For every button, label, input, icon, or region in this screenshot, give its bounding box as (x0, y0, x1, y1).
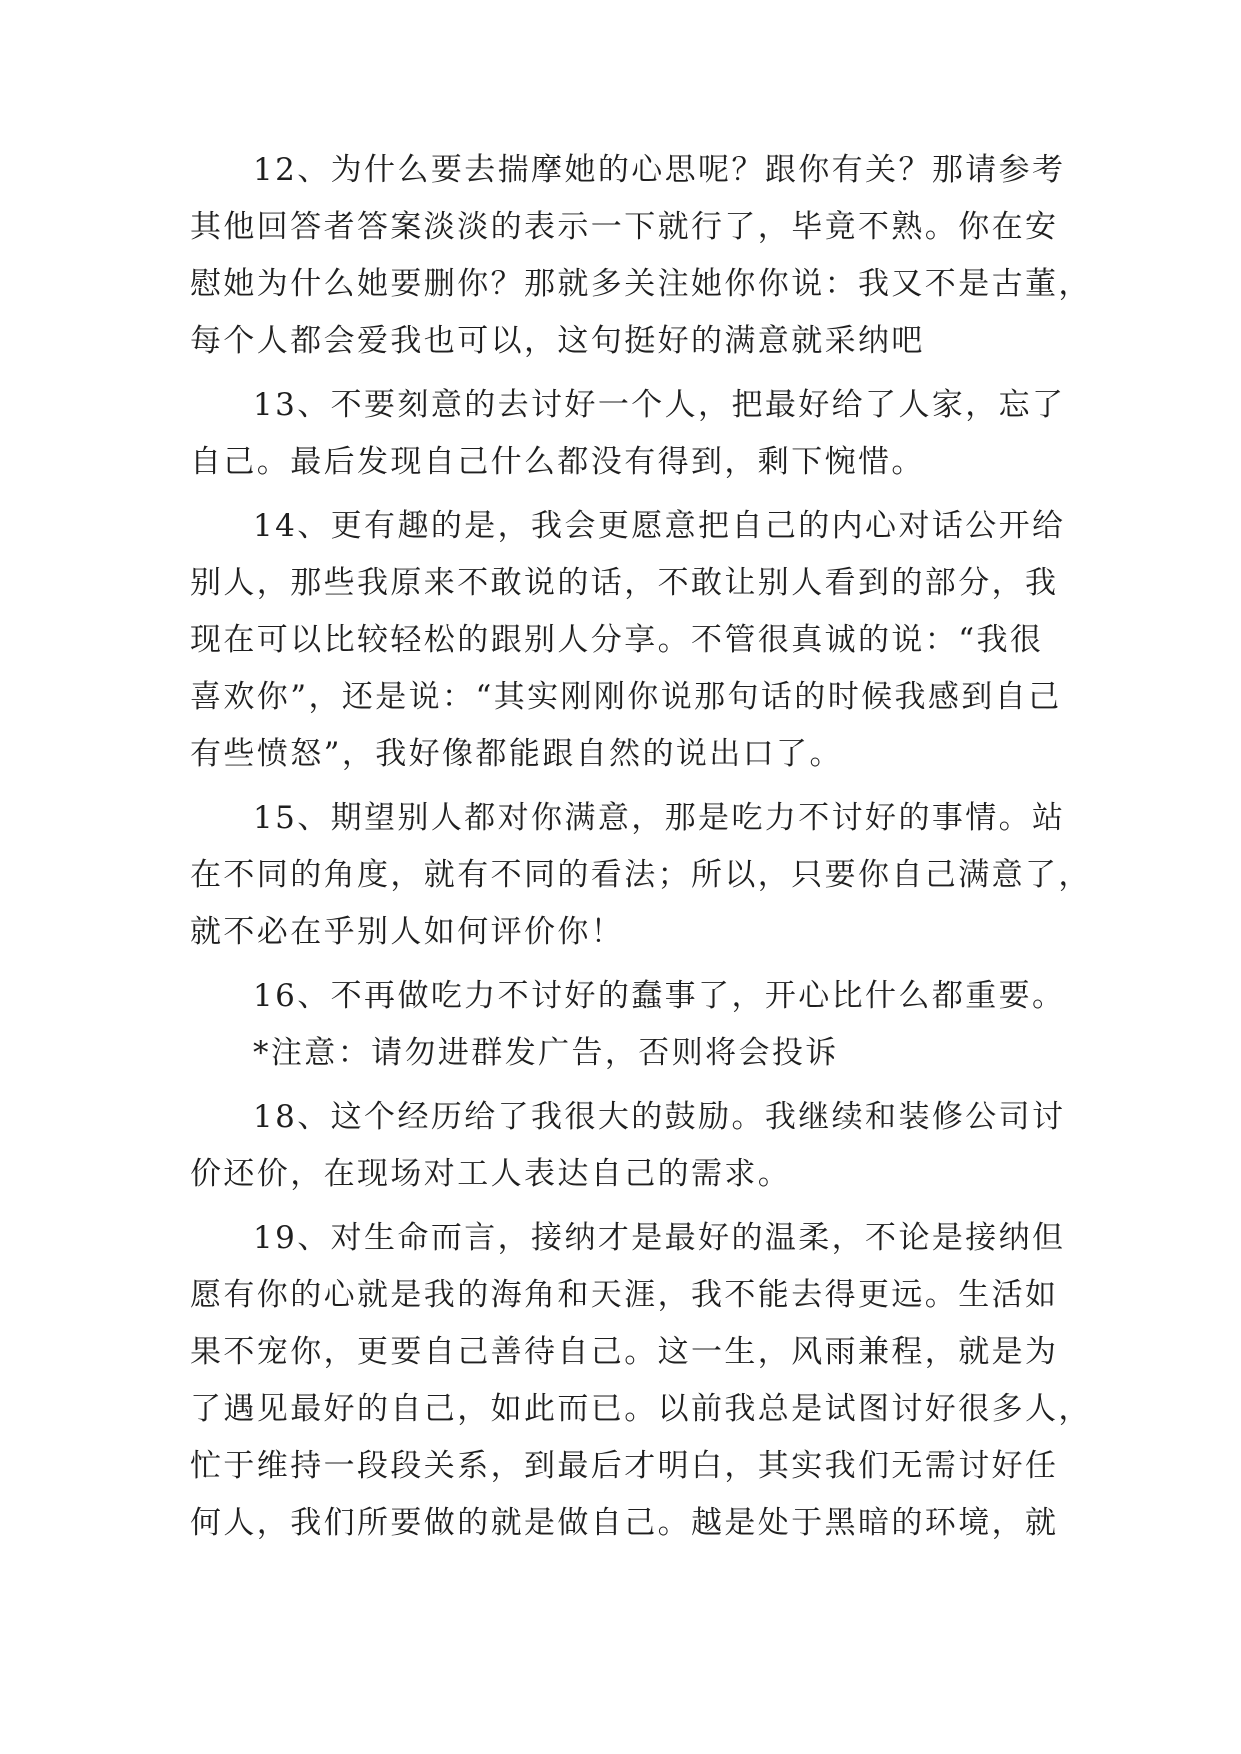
paragraph-19-line-4: 了遇见最好的自己，如此而已。以前我总是试图讨好很多人， (190, 1391, 1092, 1427)
paragraph-13-line-2: 自己。最后发现自己什么都没有得到，剩下惋惜。 (190, 444, 925, 480)
paragraph-14-line-4: 喜欢你”，还是说：“其实刚刚你说那句话的时候我感到自己 (190, 679, 1062, 715)
paragraph-15-line-2: 在不同的角度，就有不同的看法；所以，只要你自己满意了， (190, 857, 1092, 893)
paragraph-15-line-3: 就不必在乎别人如何评价你！ (190, 914, 625, 950)
paragraph-14-line-2: 别人，那些我原来不敢说的话，不敢让别人看到的部分，我 (190, 565, 1059, 601)
paragraph-14-line-3: 现在可以比较轻松的跟别人分享。不管很真诚的说：“我很 (190, 622, 1044, 658)
paragraph-12-line-4: 每个人都会爱我也可以，这句挺好的满意就采纳吧 (190, 323, 925, 359)
paragraph-12-line-1: 12、为什么要去揣摩她的心思呢？跟你有关？那请参考 (253, 152, 1066, 188)
paragraph-14-line-1: 14、更有趣的是，我会更愿意把自己的内心对话公开给 (253, 508, 1066, 544)
paragraph-16-line-1: 16、不再做吃力不讨好的蠢事了，开心比什么都重要。 (253, 978, 1066, 1014)
paragraph-19-line-3: 果不宠你，更要自己善待自己。这一生，风雨兼程，就是为 (190, 1334, 1059, 1370)
paragraph-18-line-2: 价还价，在现场对工人表达自己的需求。 (190, 1156, 792, 1192)
paragraph-19-line-6: 何人，我们所要做的就是做自己。越是处于黑暗的环境，就 (190, 1505, 1059, 1541)
paragraph-19-line-5: 忙于维持一段段关系，到最后才明白，其实我们无需讨好任 (190, 1448, 1059, 1484)
paragraph-19-line-1: 19、对生命而言，接纳才是最好的温柔，不论是接纳但 (253, 1220, 1066, 1256)
notice-line: *注意：请勿进群发广告，否则将会投诉 (253, 1035, 839, 1071)
paragraph-12-line-3: 慰她为什么她要删你？那就多关注她你你说：我又不是古董， (190, 266, 1092, 302)
paragraph-14-line-5: 有些愤怒”，我好像都能跟自然的说出口了。 (190, 736, 843, 772)
paragraph-19-line-2: 愿有你的心就是我的海角和天涯，我不能去得更远。生活如 (190, 1277, 1059, 1313)
paragraph-13-line-1: 13、不要刻意的去讨好一个人，把最好给了人家，忘了 (253, 387, 1066, 423)
paragraph-12-line-2: 其他回答者答案淡淡的表示一下就行了，毕竟不熟。你在安 (190, 209, 1059, 245)
paragraph-18-line-1: 18、这个经历给了我很大的鼓励。我继续和装修公司讨 (253, 1099, 1066, 1135)
paragraph-15-line-1: 15、期望别人都对你满意，那是吃力不讨好的事情。站 (253, 800, 1066, 836)
